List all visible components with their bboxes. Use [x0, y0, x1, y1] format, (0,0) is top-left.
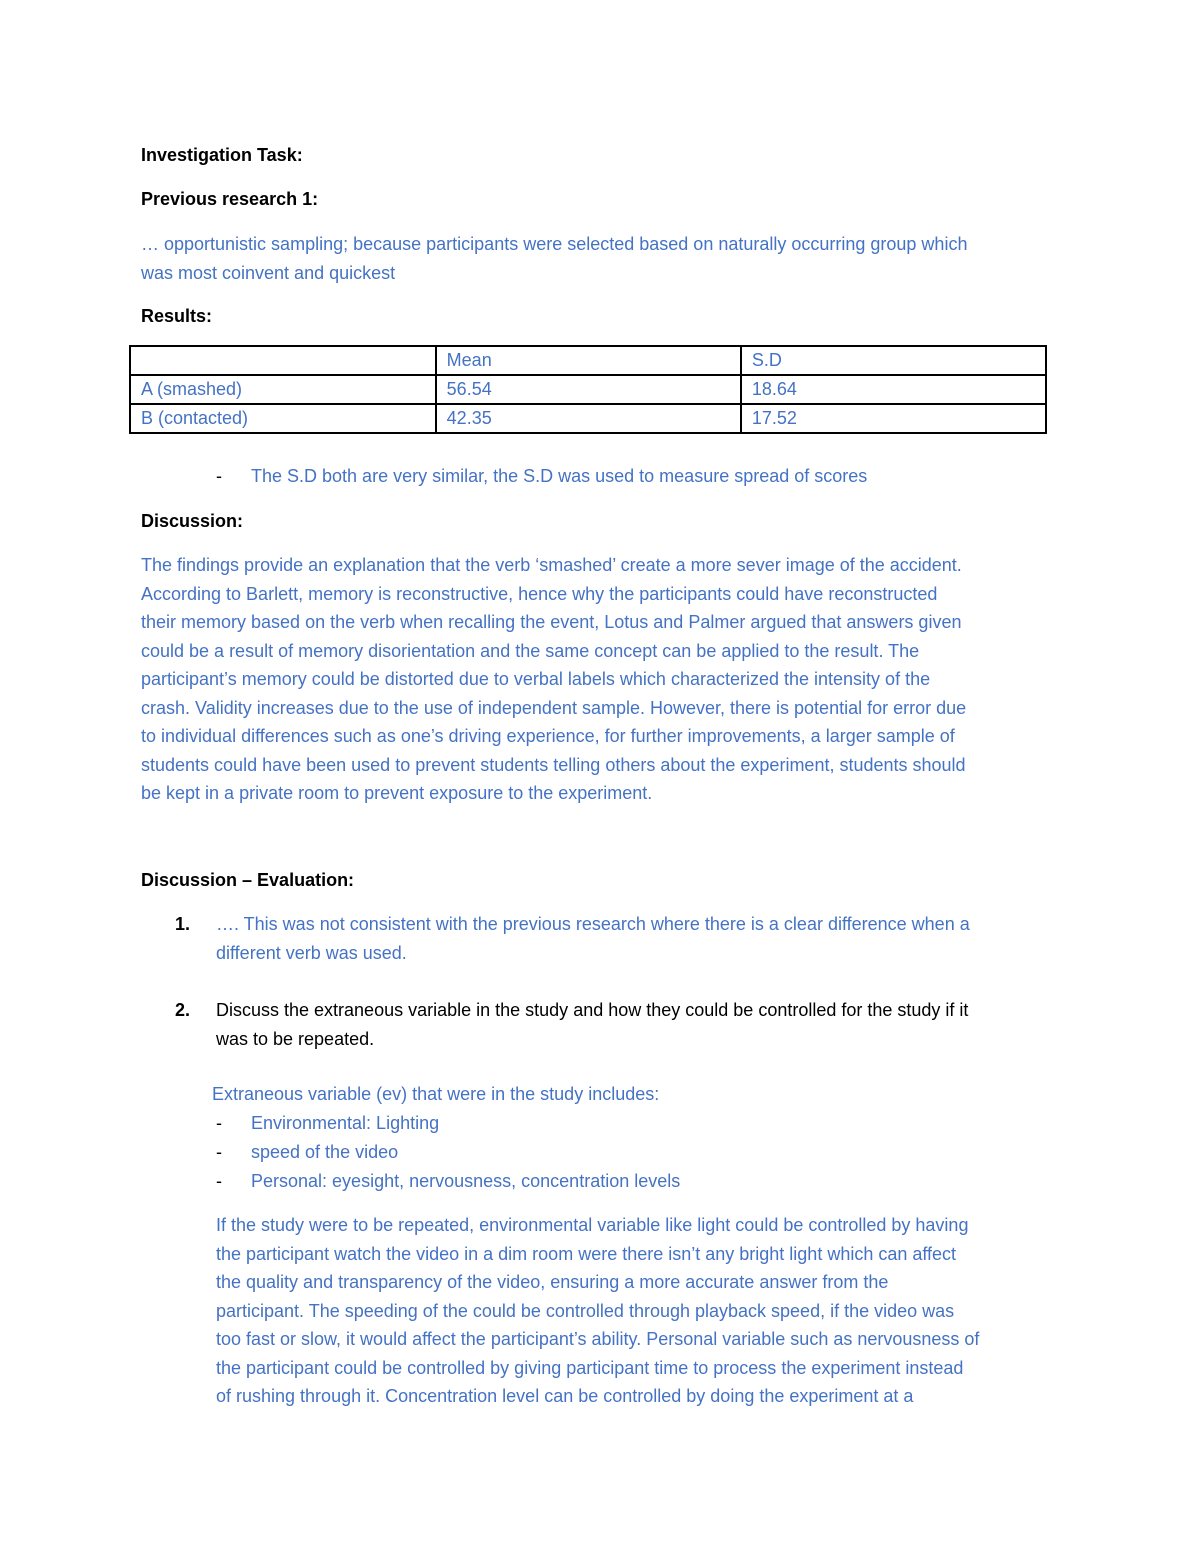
discussion-line: According to Barlett, memory is reconstructive, hence why the participants could have reconstructed [141, 583, 938, 604]
discussion-line: students could have been used to prevent students telling others about the experiment, students should [141, 754, 966, 775]
discussion-evaluation-heading: Discussion – Evaluation: [141, 870, 355, 890]
previous-research-text [141, 230, 1061, 287]
bullet-dash: - [216, 1142, 222, 1162]
discussion-line: crash. Validity increases due to the use of independent sample. However, there is potential for error due [141, 697, 967, 718]
table-cell: 56.54 [436, 375, 741, 404]
extraneous-variable-intro: Extraneous variable (ev) that were in the study includes: [212, 1084, 660, 1104]
evaluation-question-line: was to be repeated. [216, 1028, 375, 1049]
table-header-cell: Mean [436, 346, 741, 375]
results-note-dash: - [216, 466, 222, 486]
investigation-task-heading: Investigation Task: [141, 145, 303, 165]
discussion-line: their memory based on the verb when recalling the event, Lotus and Palmer argued that answers given [141, 612, 962, 632]
table-cell: A (smashed) [130, 375, 436, 404]
discussion-heading: Discussion: [141, 511, 244, 531]
extraneous-variable-item: Environmental: Lighting [251, 1113, 440, 1133]
table-cell: B (contacted) [130, 404, 436, 433]
discussion-line: participant’s memory could be distorted due to verbal labels which characterized the intensity of the [141, 669, 931, 689]
results-note-text: The S.D both are very similar, the S.D was used to measure spread of scores [251, 466, 868, 486]
evaluation-line: …. This was not consistent with the previous research where there is a clear difference when a [216, 914, 970, 934]
control-line: the participant watch the video in a dim room were there isn’t any bright light which can affect [216, 1243, 957, 1264]
table-cell: 18.64 [741, 375, 1046, 404]
control-line: participant. The speeding of the could be controlled through playback speed, if the video was [216, 1300, 955, 1321]
results-table [129, 345, 1047, 434]
previous-research-line: … opportunistic sampling; because participants were selected based on naturally occurring group which [141, 234, 968, 254]
control-line: the quality and transparency of the video, ensuring a more accurate answer from the [216, 1272, 889, 1292]
discussion-paragraph [141, 551, 1061, 808]
control-line: of rushing through it. Concentration level can be controlled by doing the experiment at a [216, 1386, 914, 1406]
previous-research-line: was most coinvent and quickest [141, 262, 396, 283]
evaluation-item-number: 1. [175, 914, 191, 934]
control-line: the participant could be controlled by giving participant time to process the experiment instead [216, 1357, 964, 1378]
extraneous-variable-item: Personal: eyesight, nervousness, concentration levels [251, 1171, 681, 1191]
table-row [130, 404, 1046, 433]
control-line: If the study were to be repeated, environmental variable like light could be controlled by having [216, 1215, 969, 1235]
previous-research-heading: Previous research 1: [141, 189, 319, 209]
evaluation-line: different verb was used. [216, 942, 407, 963]
table-row [130, 375, 1046, 404]
evaluation-item-2-question [216, 996, 1061, 1053]
discussion-line: to individual differences such as one’s driving experience, for further improvements, a larger sample of [141, 726, 955, 746]
table-cell: 17.52 [741, 404, 1046, 433]
evaluation-item-1-text [216, 910, 1061, 967]
table-header-cell: S.D [741, 346, 1046, 375]
table-cell: 42.35 [436, 404, 741, 433]
control-line: too fast or slow, it would affect the participant’s ability. Personal variable such as nervousness of [216, 1329, 980, 1349]
table-header-row [130, 346, 1046, 375]
control-paragraph [216, 1211, 1061, 1411]
extraneous-variable-item: speed of the video [251, 1142, 399, 1162]
discussion-line: be kept in a private room to prevent exposure to the experiment. [141, 783, 653, 803]
evaluation-item-number: 2. [175, 1000, 191, 1020]
bullet-dash: - [216, 1113, 222, 1133]
results-heading: Results: [141, 306, 213, 326]
table-header-cell [130, 346, 436, 375]
discussion-line: could be a result of memory disorientation and the same concept can be applied to the result. The [141, 640, 920, 661]
bullet-dash: - [216, 1171, 222, 1191]
discussion-line: The findings provide an explanation that the verb ‘smashed’ create a more sever image of the accident. [141, 555, 962, 575]
evaluation-question-line: Discuss the extraneous variable in the study and how they could be controlled for the study if it [216, 1000, 969, 1020]
